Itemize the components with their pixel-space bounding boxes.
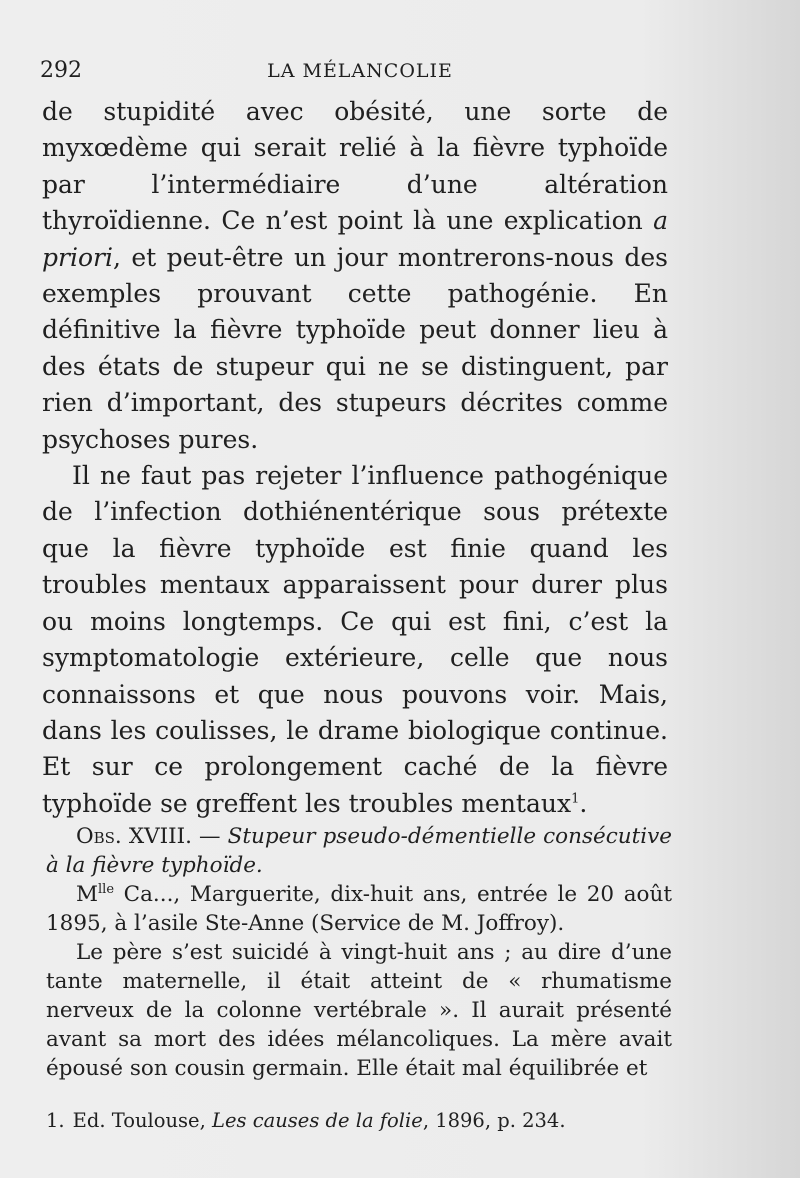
footnote-details: , 1896, p. 234. [422, 1109, 566, 1132]
paragraph-1-text-a: de stupidité avec obésité, une sorte de myxœdème qui serait relié à la fièvre typhoïde par l’intermédiaire d’une altération thyroïdienne. Ce n’est point là une explication [42, 97, 668, 236]
observation-section [46, 822, 672, 1083]
observation-label: Obs. XVIII. [76, 824, 192, 849]
observation-dash: — [191, 824, 228, 849]
paragraph-1-italic: a priori [42, 206, 668, 272]
paragraph-2-text: Il ne faut pas rejeter l’influence pathogénique de l’infection dothiénentérique sous prétexte que la fièvre typhoïde est finie quand les troubles mentaux apparaissent pour durer plus ou moins longtemps. Ce qui est fini, c’est la symptomatologie extérieure, celle que nous connaissons et que nous pouvons voir. Mais, dans les coulisses, le drame biologique continue. Et sur ce prolongement caché de la fièvre typhoïde se greffent les troubles mentaux [42, 461, 668, 818]
paragraph-2 [42, 458, 668, 822]
patient-details: Ca..., Marguerite, dix-huit ans, entrée le 20 août 1895, à l’asile Ste-Anne (Service de M. Joffroy). [46, 882, 672, 936]
paragraph-1 [42, 94, 668, 458]
footnote [46, 1108, 672, 1134]
observation-heading [46, 822, 672, 880]
observation-history: Le père s’est suicidé à vingt-huit ans ; au dire d’une tante maternelle, il était atteint de « rhumatisme nerveux de la colonne vertébrale ». Il aurait présenté avant sa mort des idées mélancoliques. La mère avait épousé son cousin germain. Elle était mal équilibrée et [46, 940, 672, 1081]
paragraph-1-text-b: , et peut-être un jour montrerons-nous des exemples prouvant cette pathogénie. En définitive la fièvre typhoïde peut donner lieu à des états de stupeur qui ne se distinguent, par rien d’important, des stupeurs décrites comme psychoses pures. [42, 242, 668, 454]
footnote-title: Les causes de la folie [212, 1109, 423, 1132]
page-header [40, 58, 680, 88]
main-text [42, 94, 668, 822]
paragraph-2-end: . [579, 788, 588, 818]
page-number: 292 [40, 58, 82, 83]
footnote-number: 1. [46, 1109, 65, 1132]
observation-title: Stupeur pseudo-démentielle consécutive à la fièvre typhoïde. [46, 824, 672, 878]
footnote-reference: 1 [571, 791, 580, 807]
footnote-author: Ed. Toulouse, [72, 1109, 212, 1132]
running-head: LA MÉLANCOLIE [267, 60, 453, 82]
patient-title-sup: lle [98, 881, 115, 897]
patient-title-prefix: M [76, 882, 99, 907]
observation-patient [46, 880, 672, 938]
